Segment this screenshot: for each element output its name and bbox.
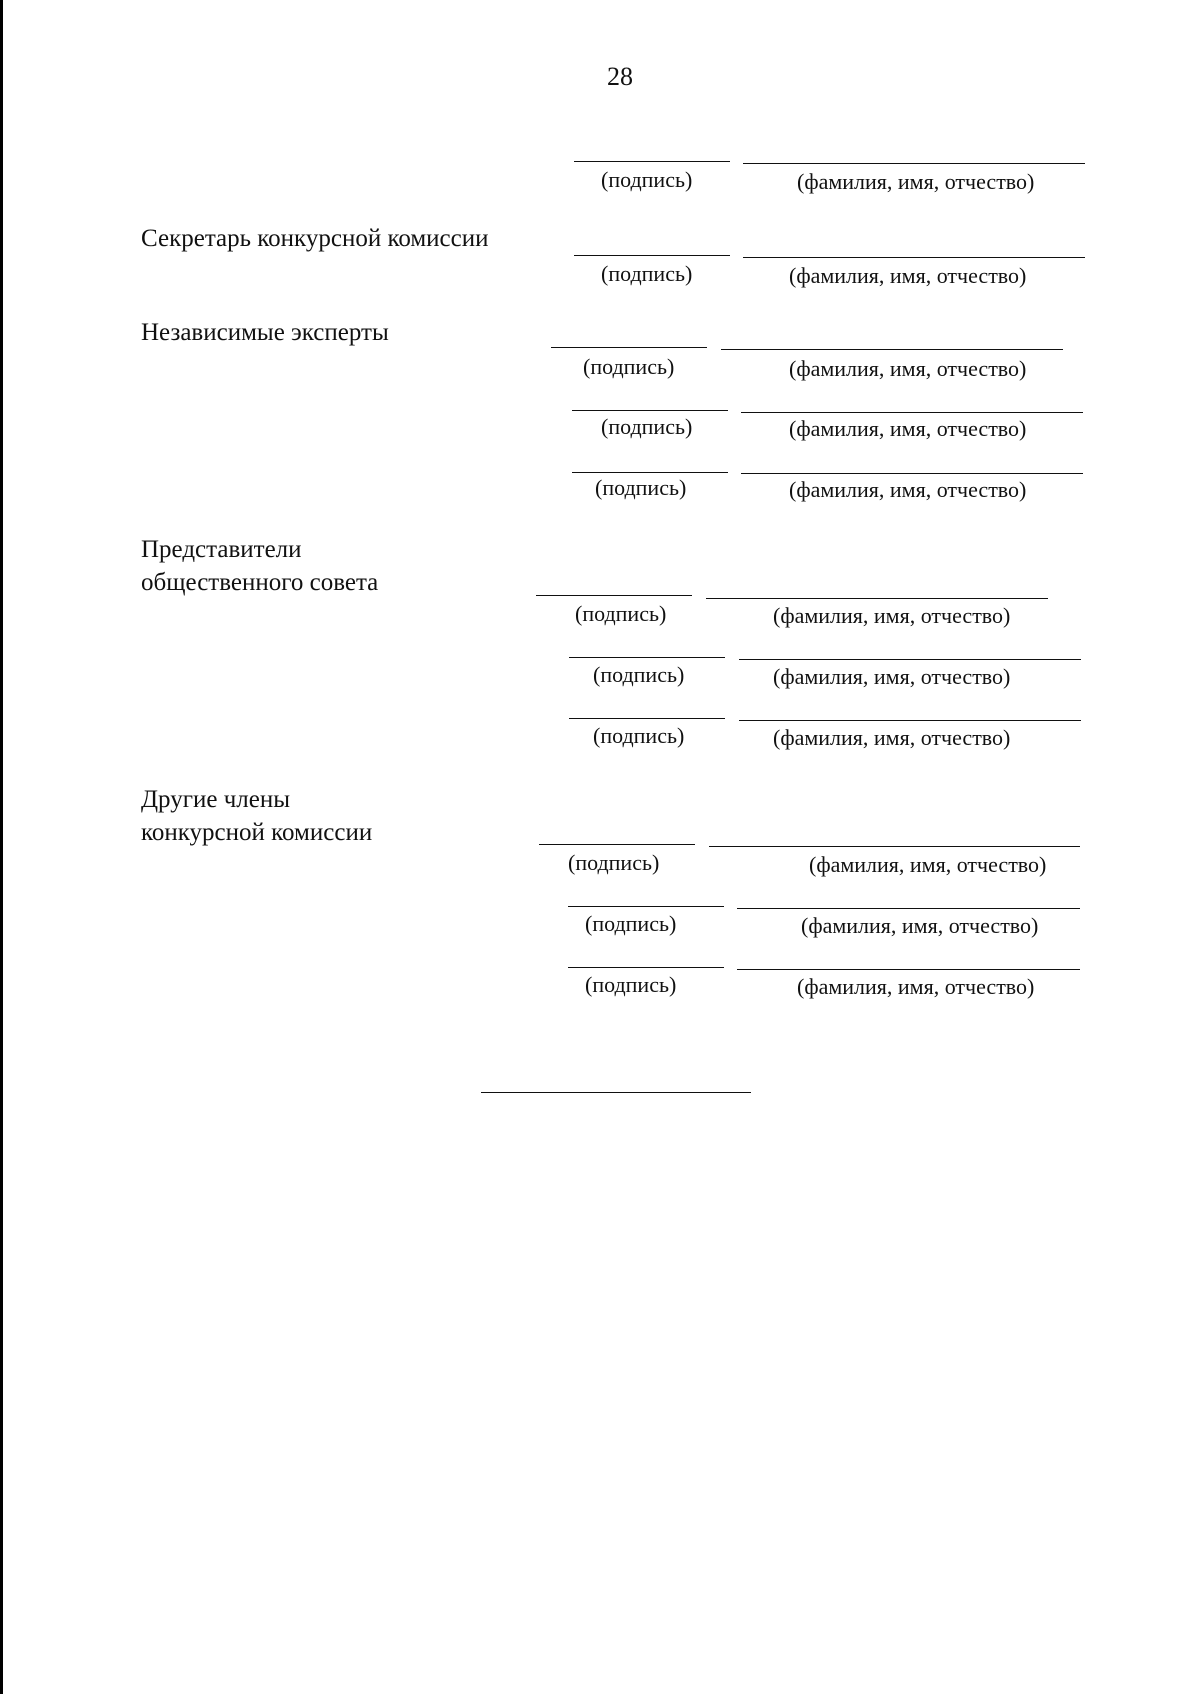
other-members-label: Другие члены конкурсной комиссии	[141, 786, 373, 846]
name-caption: (фамилия, имя, отчество)	[789, 477, 1027, 502]
name-caption: (фамилия, имя, отчество)	[809, 852, 1047, 877]
signature-caption: (подпись)	[583, 354, 675, 379]
signature-line	[569, 657, 725, 658]
signature-line	[536, 595, 692, 596]
secretary-label: Секретарь конкурсной комиссии	[141, 225, 489, 252]
name-line	[706, 598, 1048, 599]
signature-caption: (подпись)	[575, 601, 667, 626]
signature-caption: (подпись)	[568, 850, 660, 875]
signature-line	[569, 718, 725, 719]
signature-caption: (подпись)	[585, 911, 677, 936]
signature-caption: (подпись)	[601, 167, 693, 192]
name-line	[739, 659, 1081, 660]
signature-line	[539, 844, 695, 845]
name-line	[743, 163, 1085, 164]
name-caption: (фамилия, имя, отчество)	[789, 263, 1027, 288]
name-caption: (фамилия, имя, отчество)	[789, 356, 1027, 381]
name-line	[741, 412, 1083, 413]
name-line	[737, 969, 1080, 970]
signature-line	[574, 161, 730, 162]
name-line	[737, 908, 1080, 909]
signature-caption: (подпись)	[595, 475, 687, 500]
signature-line	[568, 967, 724, 968]
experts-label: Независимые эксперты	[141, 319, 389, 346]
end-of-document-rule	[481, 1092, 751, 1093]
name-caption: (фамилия, имя, отчество)	[801, 913, 1039, 938]
name-line	[721, 349, 1063, 350]
name-caption: (фамилия, имя, отчество)	[797, 974, 1035, 999]
public-council-label: Представители общественного совета	[141, 536, 379, 596]
name-caption: (фамилия, имя, отчество)	[773, 603, 1011, 628]
name-caption: (фамилия, имя, отчество)	[773, 664, 1011, 689]
name-caption: (фамилия, имя, отчество)	[797, 169, 1035, 194]
signature-caption: (подпись)	[601, 414, 693, 439]
signature-line	[572, 472, 728, 473]
signature-line	[572, 410, 728, 411]
name-line	[739, 720, 1081, 721]
signature-line	[551, 347, 707, 348]
signature-caption: (подпись)	[585, 972, 677, 997]
name-line	[741, 473, 1083, 474]
name-line	[709, 846, 1080, 847]
name-caption: (фамилия, имя, отчество)	[789, 416, 1027, 441]
signature-caption: (подпись)	[593, 723, 685, 748]
signature-caption: (подпись)	[593, 662, 685, 687]
page-scan-edge	[0, 0, 3, 1694]
page-number: 28	[607, 62, 633, 91]
signature-line	[568, 906, 724, 907]
signature-caption: (подпись)	[601, 261, 693, 286]
name-line	[743, 257, 1085, 258]
name-caption: (фамилия, имя, отчество)	[773, 725, 1011, 750]
signature-line	[574, 255, 730, 256]
